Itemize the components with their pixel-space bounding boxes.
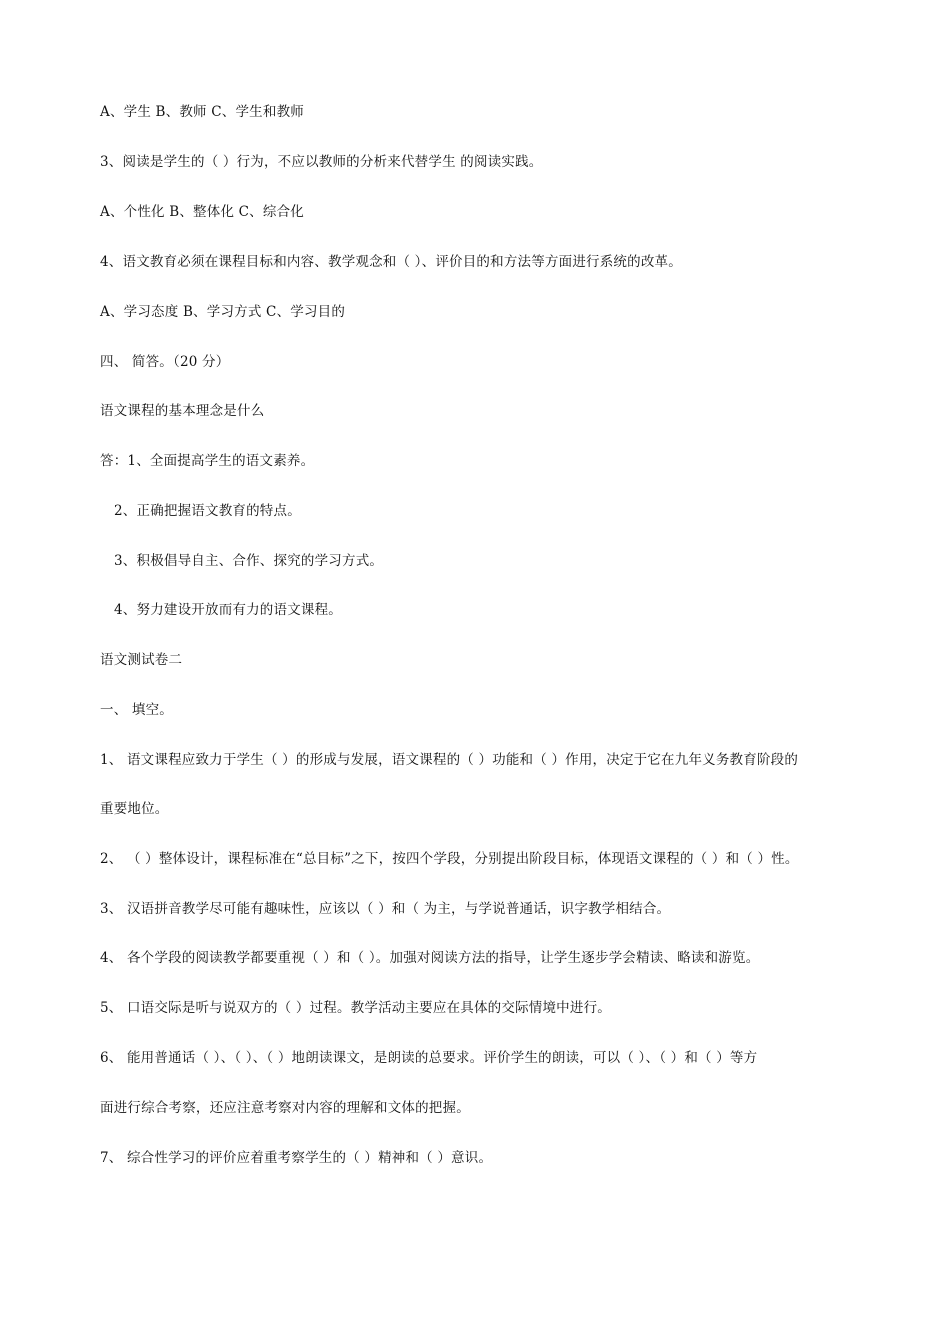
option-line-q4: A、学习态度 B、学习方式 C、学习目的 (100, 304, 346, 320)
fill-question-4: 4、 各个学段的阅读教学都要重视（ ）和（ ）。加强对阅读方法的指导，让学生逐步学会精读、略读和游览。 (100, 950, 760, 966)
question-3: 3、阅读是学生的（ ）行为，不应以教师的分析来代替学生 的阅读实践。 (100, 154, 543, 170)
test-paper-title: 语文测试卷二 (100, 652, 183, 668)
answer-point-2: 2、正确把握语文教育的特点。 (114, 503, 301, 519)
fill-question-1: 1、 语文课程应致力于学生（ ）的形成与发展，语文课程的（ ）功能和（ ）作用，决定于它在九年义务教育阶段的 (100, 752, 799, 768)
section-heading-fill-in: 一、 填空。 (100, 702, 173, 718)
option-line-q3: A、个性化 B、整体化 C、综合化 (100, 204, 304, 220)
fill-question-2: 2、 （ ）整体设计，课程标准在“总目标”之下，按四个学段，分别提出阶段目标，体现语文课程的（ ）和（ ）性。 (100, 851, 799, 867)
answer-point-3: 3、积极倡导自主、合作、探究的学习方式。 (114, 553, 384, 569)
short-answer-question: 语文课程的基本理念是什么 (100, 403, 265, 419)
fill-question-7: 7、 综合性学习的评价应着重考察学生的（ ）精神和（ ）意识。 (100, 1150, 493, 1166)
section-heading-short-answer: 四、 简答。（20 分） (100, 354, 230, 370)
option-line-q2: A、学生 B、教师 C、学生和教师 (100, 104, 304, 120)
answer-point-4: 4、努力建设开放而有力的语文课程。 (114, 602, 342, 618)
fill-question-1-continued: 重要地位。 (100, 801, 169, 817)
fill-question-6: 6、 能用普通话（ ）、（ ）、（ ）地朗读课文，是朗读的总要求。评价学生的朗读，可以（ ）、（ ）和（ ）等方 (100, 1050, 758, 1066)
fill-question-3: 3、 汉语拼音教学尽可能有趣味性，应该以（ ）和（ 为主，与学说普通话，识字教学相结合。 (100, 901, 671, 917)
answer-point-1: 答：1、全面提高学生的语文素养。 (100, 453, 315, 469)
fill-question-5: 5、 口语交际是听与说双方的（ ）过程。教学活动主要应在具体的交际情境中进行。 (100, 1000, 611, 1016)
question-4: 4、语文教育必须在课程目标和内容、教学观念和（ ）、评价目的和方法等方面进行系统的改革。 (100, 254, 682, 270)
fill-question-6-continued: 面进行综合考察，还应注意考察对内容的理解和文体的把握。 (100, 1100, 470, 1116)
